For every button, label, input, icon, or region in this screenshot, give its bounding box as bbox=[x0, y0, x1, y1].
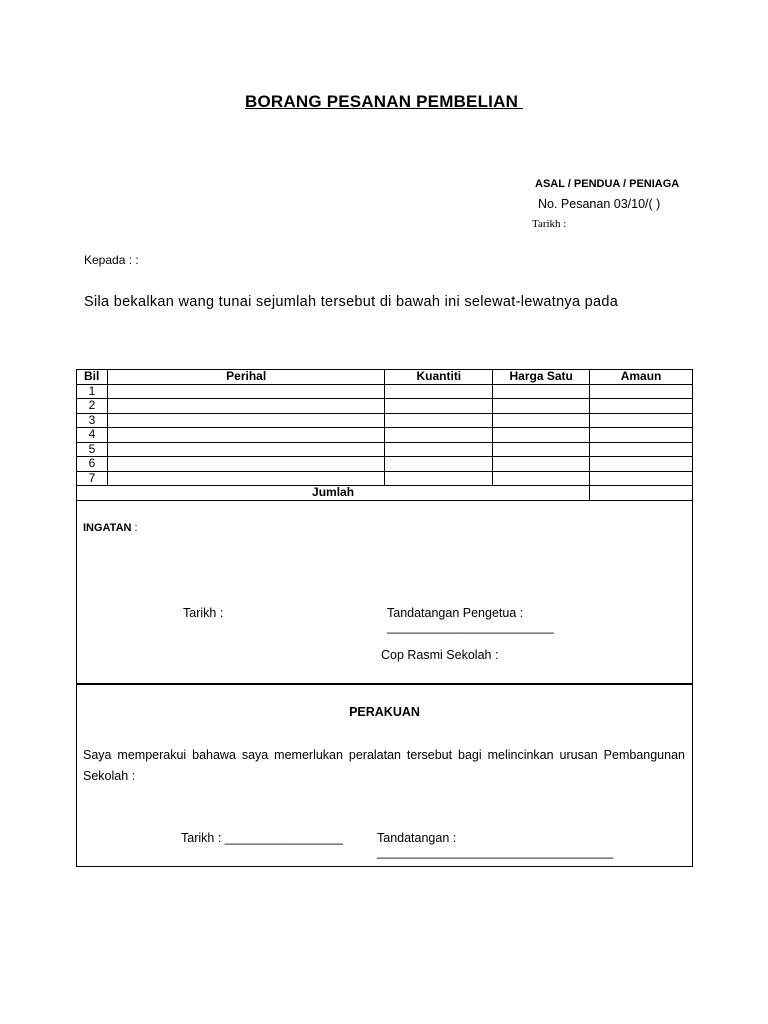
kuantiti-cell[interactable] bbox=[385, 442, 493, 457]
harga-satu-cell[interactable] bbox=[493, 428, 590, 443]
perihal-cell[interactable] bbox=[107, 471, 384, 486]
amaun-cell[interactable] bbox=[590, 428, 693, 443]
table-row bbox=[77, 442, 693, 457]
amaun-cell[interactable] bbox=[590, 471, 693, 486]
table-row bbox=[77, 413, 693, 428]
form-title bbox=[0, 92, 768, 112]
perakuan-title: PERAKUAN bbox=[349, 705, 420, 719]
form-title-text: BORANG PESANAN PEMBELIAN bbox=[245, 92, 523, 111]
row-number: 6 bbox=[77, 457, 108, 472]
column-header-kuantiti: Kuantiti bbox=[385, 370, 493, 385]
table-header-row bbox=[77, 370, 693, 385]
ingatan-label-colon: : bbox=[131, 522, 138, 534]
header-date-label: Tarikh : bbox=[532, 218, 567, 230]
perakuan-signature-field[interactable]: Tandatangan : __________________________________ bbox=[377, 831, 614, 859]
column-header-harga-satu: Harga Satu bbox=[493, 370, 590, 385]
ingatan-section bbox=[76, 501, 693, 684]
perihal-cell[interactable] bbox=[107, 399, 384, 414]
harga-satu-cell[interactable] bbox=[493, 471, 590, 486]
row-number: 1 bbox=[77, 384, 108, 399]
table-row bbox=[77, 384, 693, 399]
total-amount-cell[interactable] bbox=[590, 486, 693, 501]
perakuan-date-field[interactable]: Tarikh : _________________ bbox=[181, 831, 343, 845]
principal-signature-field[interactable]: Tandatangan Pengetua : ________________________ bbox=[387, 606, 554, 634]
row-number: 3 bbox=[77, 413, 108, 428]
table-row bbox=[77, 399, 693, 414]
row-number: 5 bbox=[77, 442, 108, 457]
table-row bbox=[77, 457, 693, 472]
instruction-text: Sila bekalkan wang tunai sejumlah tersebut di bawah ini selewat-lewatnya pada bbox=[84, 294, 619, 310]
order-number: No. Pesanan 03/10/( ) bbox=[538, 197, 661, 211]
recipient-label: Kepada : : bbox=[84, 253, 139, 267]
row-number: 4 bbox=[77, 428, 108, 443]
kuantiti-cell[interactable] bbox=[385, 471, 493, 486]
total-label: Jumlah bbox=[77, 486, 590, 501]
perakuan-section bbox=[76, 684, 693, 867]
perihal-cell[interactable] bbox=[107, 384, 384, 399]
perihal-cell[interactable] bbox=[107, 442, 384, 457]
kuantiti-cell[interactable] bbox=[385, 399, 493, 414]
amaun-cell[interactable] bbox=[590, 399, 693, 414]
amaun-cell[interactable] bbox=[590, 457, 693, 472]
kuantiti-cell[interactable] bbox=[385, 384, 493, 399]
ingatan-label bbox=[83, 522, 138, 534]
perakuan-statement: Saya memperakui bahawa saya memerlukan peralatan tersebut bagi melincinkan urusan Pembangunan Sekolah : bbox=[83, 748, 685, 783]
perihal-cell[interactable] bbox=[107, 428, 384, 443]
column-header-bil: Bil bbox=[77, 370, 108, 385]
table-row bbox=[77, 471, 693, 486]
kuantiti-cell[interactable] bbox=[385, 428, 493, 443]
harga-satu-cell[interactable] bbox=[493, 399, 590, 414]
ingatan-label-text: INGATAN bbox=[83, 522, 132, 534]
table-row bbox=[77, 428, 693, 443]
harga-satu-cell[interactable] bbox=[493, 384, 590, 399]
perihal-cell[interactable] bbox=[107, 413, 384, 428]
perihal-cell[interactable] bbox=[107, 457, 384, 472]
amaun-cell[interactable] bbox=[590, 413, 693, 428]
kuantiti-cell[interactable] bbox=[385, 413, 493, 428]
amaun-cell[interactable] bbox=[590, 384, 693, 399]
order-items-table bbox=[76, 369, 693, 501]
amaun-cell[interactable] bbox=[590, 442, 693, 457]
column-header-perihal: Perihal bbox=[107, 370, 384, 385]
harga-satu-cell[interactable] bbox=[493, 457, 590, 472]
copy-type-label: ASAL / PENDUA / PENIAGA bbox=[535, 178, 680, 190]
school-stamp-label: Cop Rasmi Sekolah : bbox=[381, 648, 499, 662]
harga-satu-cell[interactable] bbox=[493, 413, 590, 428]
total-row bbox=[77, 486, 693, 501]
ingatan-date-label: Tarikh : bbox=[183, 606, 224, 620]
row-number: 7 bbox=[77, 471, 108, 486]
column-header-amaun: Amaun bbox=[590, 370, 693, 385]
kuantiti-cell[interactable] bbox=[385, 457, 493, 472]
harga-satu-cell[interactable] bbox=[493, 442, 590, 457]
row-number: 2 bbox=[77, 399, 108, 414]
